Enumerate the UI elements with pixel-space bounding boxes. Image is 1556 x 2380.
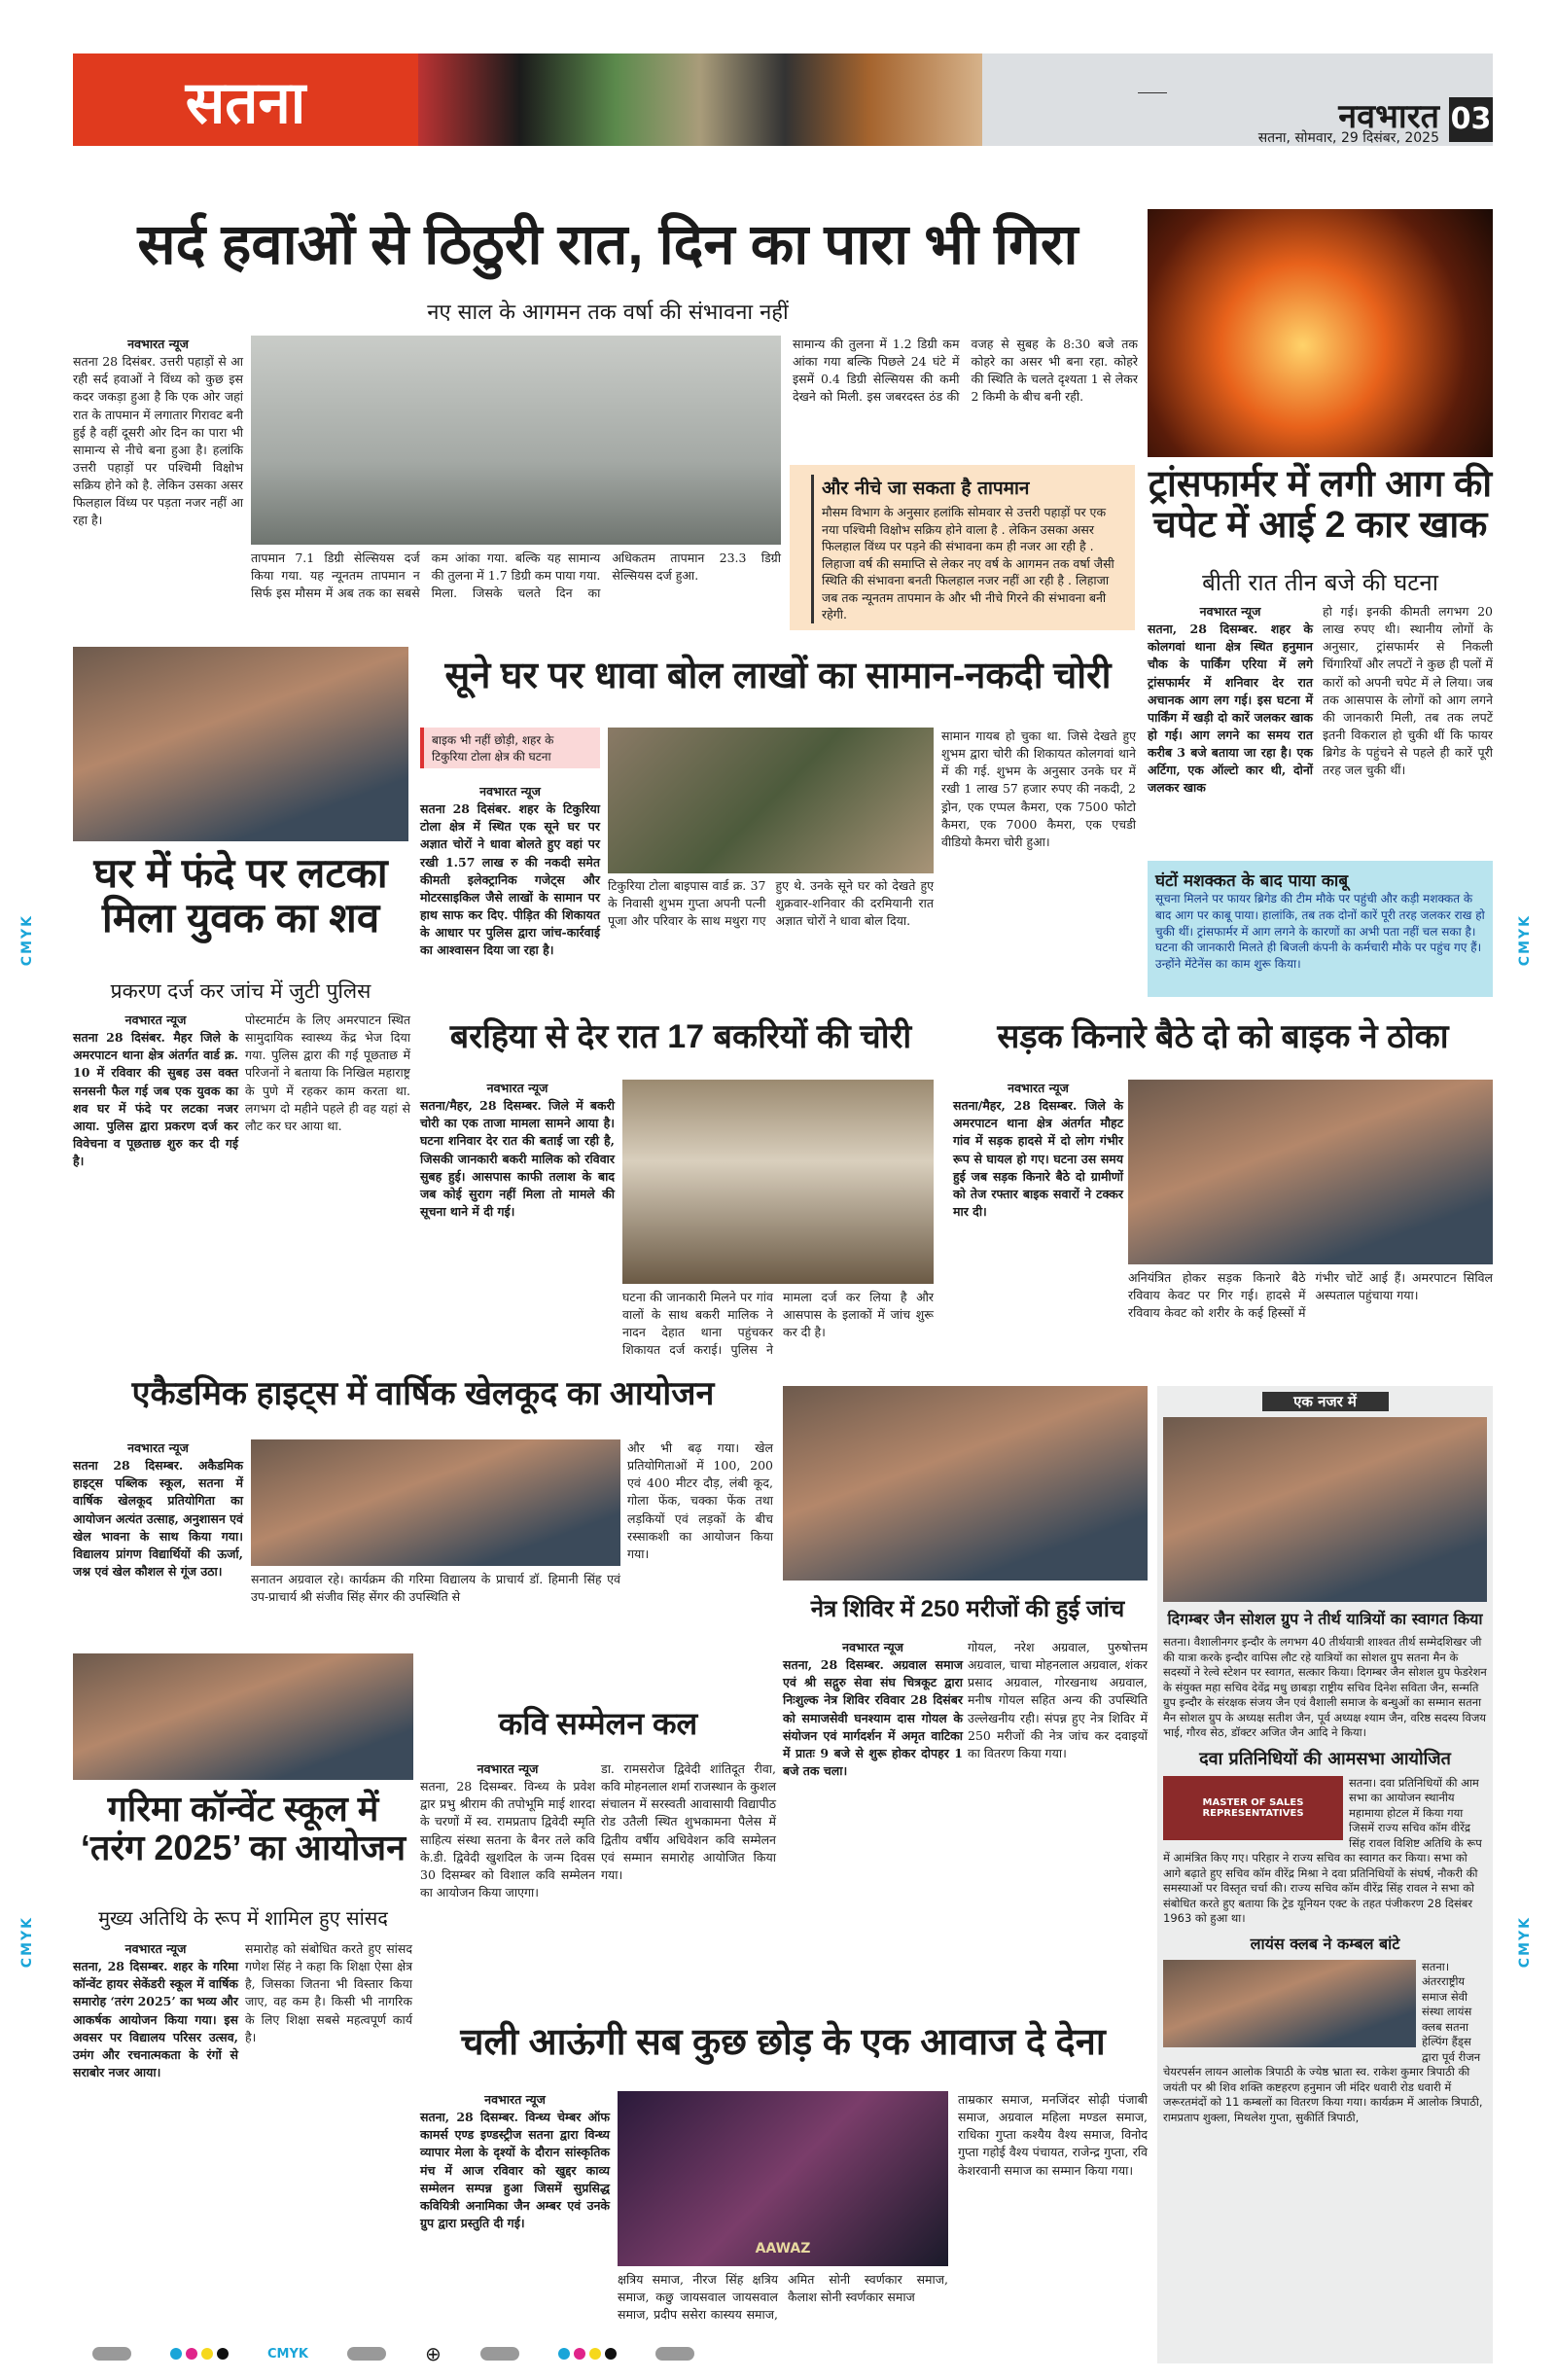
garima-dateline: नवभारत न्यूज: [124, 1941, 187, 1956]
eye-body-1: सतना, 28 दिसम्बर. अग्रवाल समाज एवं श्री सद्गुरु सेवा संघ चित्रकूट द्वारा निःशुल्क नेत्र शिविर रविवार 28 दिसंबर को समाजसेवी घनश्याम दास गोयल के संयोजन एवं मार्गदर्शन में अमृत वाटिका में प्रातः 9 बजे से शुरू होकर दोपहर 1 बजे तक चला।: [783, 1657, 963, 1778]
aawaz-body-2: क्षत्रिय समाज, नीरज सिंह क्षत्रिय समाज, कछु जायसवाल जायसवाल समाज, प्रदीप ससेरा कास्यय समाज, अमित सोनी स्वर्णकार समाज, कैलाश सोनी स्वर्णकार समाज: [618, 2272, 948, 2323]
lead-subheadline: नए साल के आगमन तक वर्षा की संभावना नहीं: [427, 301, 789, 325]
kavi-headline: कवि सम्मेलन कल: [498, 1706, 698, 1741]
glance-body-1: सतना। वैशालीनगर इन्दौर के लगभग 40 तीर्थयात्री शाश्वत तीर्थ सम्मेदशिखर जी की यात्रा करके इन्दौर वापिस लौट रहे यात्रियों का सोशल ग्रुप सतना मैन के सदस्यों ने रेल्वे स्टेशन पर स्वागत, सत्कार किया। दिगम्बर जैन सोशल ग्रुप फेडरेशन के संयुक्त महा सचिव देवेंद्र मधु छाबड़ा राष्ट्रीय सचिव दिनेश सविता जैन, सन्मति ग्रुप इन्दौर के संरक्षक संजय जैन एवं वैशाली समाज के बन्धुओं का सम्मान सतना मैन सोशल ग्रुप के अध्यक्ष सतीश जैन, पूर्व अध्यक्ष श्याम जैन, वरिष्ठ सदस्य विजय भाई, गौरव सेठ, डॉक्टर अजित जैन आदि ने किया।: [1163, 1635, 1487, 1740]
crop-mark: [1138, 92, 1167, 93]
goats-dateline: नवभारत न्यूज: [486, 1081, 548, 1095]
goats-body-2: घटना की जानकारी मिलने पर गांव वालों के साथ बकरी मालिक ने नादन देहात थाना पहुंचकर शिकायत दर्ज कराई। पुलिस ने मामला दर्ज कर लिया है और आसपास के इलाकों में जांच शुरू कर दी है।: [622, 1290, 934, 1358]
cmyk-mark-left: CMYK: [19, 914, 35, 967]
theft-body-2: टिकुरिया टोला बाइपास वार्ड क्र. 37 के निवासी शुभम गुप्ता अपनी पत्नी पूजा और परिवार के साथ मथुरा गए हुए थे. उनके सूने घर को देखते हुए शुक्रवार-शनिवार की दरमियानी रात अज्ञात चोरों ने धावा बोल दिया.: [608, 878, 934, 929]
fire-subheadline: बीती रात तीन बजे की घटना: [1202, 569, 1438, 596]
page-number: 03: [1449, 97, 1493, 142]
glance-headline-1: दिगम्बर जैन सोशल ग्रुप ने तीर्थ यात्रियों का स्वागत किया: [1167, 1610, 1483, 1628]
lead-headline: सर्द हवाओं से ठिठुरी रात, दिन का पारा भी गिरा: [137, 213, 1079, 276]
fire-headline: ट्रांसफार्मर में लगी आग की चपेट में आई 2 कार खाक: [1148, 464, 1493, 546]
sports-caption: सनातन अग्रवाल रहे। कार्यक्रम की गरिमा विद्यालय के प्राचार्य डॉ. हिमानी सिंह एवं उप-प्राचार्य श्री संजीव सिंह सेंगर की उपस्थिति से: [251, 1572, 620, 1605]
eye-body-2: गोयल, नरेश अग्रवाल, पुरुषोत्तम अग्रवाल, चाचा मोहनलाल अग्रवाल, शंकर प्रसाद अग्रवाल, गोरखनाथ अग्रवाल, मनीष गोयल सहित अन्य की उपस्थिति उल्लेखनीय रही। संपन्न हुए नेत्र शिविर में 250 मरीजों की नेत्र जांच कर दवाइयों का वितरण किया गया।: [968, 1640, 1148, 1760]
registration-swatch: [92, 2347, 131, 2361]
glance-headline-3: लायंस क्लब ने कम्बल बांटे: [1250, 1934, 1400, 1953]
hanging-headline: घर में फंदे पर लटका मिला युवक का शव: [93, 850, 388, 941]
newspaper-name: नवभारत: [1338, 97, 1439, 136]
fire-control-box: [1148, 861, 1493, 997]
theft-photo: [608, 728, 934, 873]
theft-callout: बाइक भी नहीं छोड़ी, शहर के टिकुरिया टोला क्षेत्र की घटना: [420, 728, 600, 768]
theft-body-3: सामान गायब हो चुका था. जिसे देखते हुए शुभम द्वारा चोरी की शिकायत कोलगवां थाने में की गई. शुभम के अनुसार उनके घर में रखी 1 लाख 57 हजार रुपए की नकदी, 2 ड्रोन, एक एप्पल कैमरा, एक 7500 फोटो कैमरा, एक 7000 कैमरा, एक एचडी वीडियो कैमरा चोरी हुआ।: [941, 728, 1136, 849]
aawaz-body-3: ताम्रकार समाज, मनजिंदर सोढ़ी पंजाबी समाज, अग्रवाल महिला मण्डल समाज, राधिका गुप्ता कश्यैय वैश्य समाज, विनोद गुप्ता गहोई वैश्य पंचायत, राजेन्द्र गुप्ता, रवि केशरवानी समाज का सम्मान किया गया।: [958, 2092, 1148, 2178]
fire-body-2: हो गई। इनकी कीमती लगभग 20 लाख रुपए थी। स्थानीय लोगों के अनुसार, ट्रांसफार्मर से निकली चिंगारियाँ और लपटों ने कुछ ही पलों में कारों को अपनी चपेट में ले लिया। जब तक आसपास के लोगों को आग लगने की जानकारी मिली, तब तक लपटें इतनी विकराल हो चुकी थीं कि फायर ब्रिगेड के पहुंचने से पहले ही कारें पूरी तरह जल चुकी थीं।: [1323, 604, 1493, 778]
bike-dateline: नवभारत न्यूज: [1008, 1081, 1069, 1095]
bike-body-2: अनियंत्रित होकर सड़क किनारे बैठे रविवाय केवट पर गिर गई। हादसे में रविवाय केवट को शरीर के कई हिस्सों में गंभीर चोटें आई हैं। अमरपाटन सिविल अस्पताल पहुंचाया गया।: [1128, 1270, 1493, 1321]
theft-body-1: सतना 28 दिसंबर. शहर के टिकुरिया टोला क्षेत्र में स्थित एक सूने घर पर अज्ञात चोरों ने धावा बोलते हुए वहां पर रखी 1.57 लाख रु की नकदी समेत कीमती इलेक्ट्रानिक गजेट्स और मोटरसाइकिल जैसे लाखों के सामान पर हाथ साफ कर दिए. पीड़ित की शिकायत के आधार पर पुलिस द्वारा जांच-कार्रवाई का आश्वासन दिया जा रहा है।: [420, 801, 600, 958]
fire-box-title: घंटों मशक्कत के बाद पाया काबू: [1155, 871, 1349, 891]
registration-bar: [73, 2339, 1493, 2368]
glance-body-3: सतना। अंतरराष्ट्रीय समाज सेवी संस्था लायंस क्लब सतना हेल्पिंग हैंड्स द्वारा पूर्व रीजन चेयरपर्सन लायन आलोक त्रिपाठी के ज्येष्ठ भ्राता स्व. राकेश कुमार त्रिपाठी की जयंती पर श्री शिव शक्ति कष्टहरण हनुमान जी मंदिर धवारी रोड धवारी में जरूरतमंदों को 11 कम्बलों का वितरण किया गया। कार्यक्रम में आलोक त्रिपाठी, रामप्रताप शुक्ला, मिथलेश गुप्ता, सुकीर्ति त्रिपाठी,: [1163, 1959, 1483, 2124]
accident-photo: [1128, 1080, 1493, 1264]
crowd-photo: [73, 647, 408, 841]
fire-body-1: सतना, 28 दिसम्बर. शहर के कोलगवां थाना क्षेत्र स्थित हनुमान चौक के पार्किंग एरिया में लगे ट्रांसफार्मर में शनिवार देर रात अचानक आग लग गई। इस घटना में पार्किंग में खड़ी दो कारें जलकर खाक हो गई। आग लगने का समय रात करीब 3 बजे बताया जा रहा है। एक अर्टिगा, एक ऑल्टो कार थी, दोनों जलकर खाक: [1148, 622, 1313, 796]
goats-photo: [622, 1080, 934, 1284]
eye-dateline: नवभारत न्यूज: [842, 1640, 903, 1654]
sports-photo: [251, 1439, 620, 1566]
goats-body-1: सतना/मैहर, 28 दिसम्बर. जिले में बकरी चोरी का एक ताजा मामला सामने आया है। घटना शनिवार देर रात की बताई जा रही है, जिसकी जानकारी बकरी मालिक को रविवार सुबह हुई। आसपास काफी तलाश के बाद जब कोई सुराग नहीं मिला तो मामले की सूचना थाने में दी गई।: [420, 1098, 615, 1219]
goats-headline: बरहिया से देर रात 17 बकरियों की चोरी: [449, 1018, 912, 1055]
lead-body-1: सतना 28 दिसंबर. उत्तरी पहाड़ों से आ रही सर्द हवाओं ने विंध्य को कुछ इस कदर जकड़ा हुआ है कि एक ओर जहां रात के तापमान में लगातार गिरावट बनी हुई है वहीं दूसरी ओर दिन का पारा भी सामान्य से नीचे बना हुआ है। हलांकि उत्तरी पहाड़ों पर पश्चिमी विक्षोभ सक्रिय होने को है. लेकिन उसका असर फिलहाल विंध्य पर पड़ता नजर नहीं आ रहा है।: [73, 354, 243, 528]
temperature-box-body: मौसम विभाग के अनुसार हलांकि सोमवार से उत्तरी पहाड़ों पर एक नया पश्चिमी विक्षोभ सक्रिय होने वाला है . लेकिन उसका असर फिलहाल विंध्य पर पड़ने की संभावना कम ही नजर आ रही है . लिहाजा वर्ष की समाप्ति से लेकर नए वर्ष के आगमन तक वर्षा जैसी स्थिति की संभावना बनती फिलहाल नजर नहीं आ रही है . लिहाजा जब तक न्यूनतम तापमान के और भी नीचे गिरने की संभावना बनी रहेगी.: [822, 505, 1114, 622]
cmyk-mark-right-lower: CMYK: [1517, 1916, 1533, 1969]
hanging-body-1: सतना 28 दिसंबर. मैहर जिले के अमरपाटन थाना क्षेत्र अंतर्गत वार्ड क्र. 10 में रविवार की सुबह उस वक्त सनसनी फैल गई जब एक युवक का शव घर में फंदे पर लटका नजर आया. पुलिस द्वारा प्रकरण दर्ज कर विवेचना व पूछताछ शुरु कर दी गई है।: [73, 1030, 238, 1168]
garima-body-1: सतना, 28 दिसम्बर. शहर के गरिमा कॉन्वेंट हायर सेकेंडरी स्कूल में वार्षिक समारोह ‘तरंग 2025’ का भव्य और आकर्षक आयोजन किया गया। इस अवसर पर विद्यालय परिसर उत्सव, उमंग और रचनात्मकता के रंगों से सराबोर नजर आया।: [73, 1959, 238, 2079]
hanging-body-2: पोस्टमार्टम के लिए अमरपाटन स्थित सामुदायिक स्वास्थ्य केंद्र भेज दिया गया. पुलिस द्वारा की गई पूछताछ में परिजनों ने बताया कि निखिल महाराष्ट्र के पुणे में रहकर काम करता था. लगभग दो महीने पहले ही वह यहां से लौट कर घर आया था.: [245, 1012, 410, 1133]
edition-date: सतना, सोमवार, 29 दिसंबर, 2025: [1257, 130, 1439, 146]
garima-headline: गरिमा कॉन्वेंट स्कूल में ‘तरंग 2025’ का आयोजन: [80, 1789, 407, 1867]
cmyk-mark-right: CMYK: [1517, 914, 1533, 967]
kavi-body-2: डा. रामसरोज द्विवेदी शांतिदूत रीवा, कवि मोहनलाल शर्मा राजस्थान के कुशल संचालन में सरस्वती आवासायी विद्यापीठ रोड उतैली स्थित शुभकामना पैलेस में द्वितीय वर्षीय अधिवेशन कवि सम्मेलन एवं सम्मान समारोह आयोजित किया गया।: [601, 1761, 776, 1882]
lead-dateline: नवभारत न्यूज: [127, 337, 189, 351]
theft-headline: सूने घर पर धावा बोल लाखों का सामान-नकदी चोरी: [444, 656, 1112, 696]
glance-body-2: सतना। दवा प्रतिनिधियों की आम सभा का आयोजन स्थानीय महामाया होटल में किया गया जिसमें राज्य सचिव कॉम वीरेंद्र सिंह रावल विशिष्ट अतिथि के रूप में आमंत्रित किए गए। परिहार ने राज्य सचिव का स्वागत कर किया। सभा को आगे बढ़ाते हुए सचिव कॉम वीरेंद्र मिश्रा ने दवा प्रतिनिधियों के संघर्ष, नौकरी की समस्याओं पर विस्तृत चर्चा की। राज्य सचिव कॉम वीरेंद्र सिंह रावल ने सभा को संबोधित करते हुए बताया कि ट्रेड यूनियन एक्ट के तहत पंजीकरण 28 दिसंबर 1963 को हुआ था।: [1163, 1775, 1482, 1926]
eye-camp-headline: नेत्र शिविर में 250 मरीजों की हुई जांच: [810, 1596, 1125, 1622]
eye-camp-photo: [783, 1386, 1148, 1581]
sports-body-1: सतना 28 दिसम्बर. अकैडमिक हाइट्स पब्लिक स्कूल, सतना में वार्षिक खेलकूद प्रतियोगिता का आयोजन अत्यंत उत्साह, अनुशासन एवं खेल भावना के साथ किया गया। विद्यालय प्रांगण विद्यार्थियों की ऊर्जा, जश्न एवं खेल कौशल से गूंज उठा।: [73, 1458, 244, 1579]
bike-body-1: सतना/मैहर, 28 दिसम्बर. जिले के अमरपाटन थाना क्षेत्र अंतर्गत मौहट गांव में सड़क हादसे में दो लोग गंभीर रूप से घायल हो गए। घटना उस समय हुई जब सड़क किनारे बैठे दो ग्रामीणों को तेज रफ्तार बाइक सवारों ने टक्कर मार दी।: [953, 1098, 1123, 1219]
bike-headline: सड़क किनारे बैठे दो को बाइक ने ठोका: [997, 1018, 1449, 1055]
kavi-body-1: सतना, 28 दिसम्बर. विन्ध्य के प्रवेश द्वार प्रभु श्रीराम की तपोभूमि माई शारदा के चरणों में स्व. रामप्रताप द्विवेदी स्मृति साहित्य संस्था सतना के बैनर तले कवि के.डी. द्विवेदी खुशदिल के जन्म दिवस 30 दिसम्बर को विशाल कवि सम्मेलन का आयोजन किया जाएगा।: [420, 1779, 595, 1900]
registration-swatch: [480, 2347, 519, 2361]
section-logo: सतना: [73, 53, 418, 146]
cmyk-mark-bottom: CMYK: [267, 2346, 308, 2362]
fog-photo: [251, 336, 781, 545]
at-a-glance-panel: [1157, 1386, 1493, 2363]
sports-dateline: नवभारत न्यूज: [127, 1440, 189, 1455]
jain-group-photo: [1163, 1417, 1487, 1602]
registration-swatch: [347, 2347, 386, 2361]
aawaz-photo: AAWAZ: [618, 2091, 948, 2266]
blanket-distribution-photo: [1163, 1960, 1416, 2047]
cmyk-mark-left-lower: CMYK: [19, 1916, 35, 1969]
lead-body-2: तापमान 7.1 डिग्री सेल्सियस दर्ज किया गया. यह न्यूनतम तापमान न सिर्फ इस मौसम में अब तक का सबसे कम आंका गया. बल्कि यह सामान्य की तुलना में 1.7 डिग्री कम पाया गया. मिला. जिसके चलते दिन का अधिकतम तापमान 23.3 डिग्री सेल्सियस दर्ज हुआ.: [251, 551, 781, 601]
aawaz-headline: चली आऊंगी सब कुछ छोड़ के एक आवाज दे देना: [460, 2022, 1106, 2063]
temperature-box-title: और नीचे जा सकता है तापमान: [822, 478, 1030, 499]
registration-target-icon: ⊕: [424, 2342, 442, 2365]
color-swatches: [170, 2348, 229, 2360]
sports-headline: एकैडमिक हाइट्स में वार्षिक खेलकूद का आयोजन: [131, 1375, 715, 1412]
fire-dateline: नवभारत न्यूज: [1199, 604, 1261, 619]
garima-subheadline: मुख्य अतिथि के रूप में शामिल हुए सांसद: [98, 1906, 388, 1930]
garima-body-2: समारोह को संबोधित करते हुए सांसद गणेश सिंह ने कहा कि शिक्षा ऐसा क्षेत्र है, जिसका जितना भी विस्तार किया जाए, वह कम है। किसी भी नागरिक के लिए शिक्षा सबसे महत्वपूर्ण कार्य है।: [245, 1941, 412, 2044]
aawaz-dateline: नवभारत न्यूज: [484, 2092, 546, 2107]
glance-headline-2: दवा प्रतिनिधियों की आमसभा आयोजित: [1199, 1748, 1451, 1769]
garima-photo: [73, 1653, 413, 1780]
car-fire-photo: [1148, 209, 1493, 457]
fire-box-body: सूचना मिलने पर फायर ब्रिगेड की टीम मौके पर पहुंची और कड़ी मशक्कत के बाद आग पर काबू पाया। हालांकि, तब तक दोनों कारें पूरी तरह जलकर राख हो चुकी थीं। ट्रांसफार्मर में आग लगने के कारणों का अभी पता नहीं चल सका है। घटना की जानकारी मिलते ही बिजली कंपनी के कर्मचारी मौके पर पहुंच गए हैं। उन्होंने मेंटेनेंस का काम शुरू किया।: [1155, 892, 1485, 972]
registration-swatch: [655, 2347, 694, 2361]
color-swatches: [558, 2348, 617, 2360]
lead-body-3: सामान्य की तुलना में 1.2 डिग्री कम आंका गया बल्कि पिछले 24 घंटे में इसमें 0.4 डिग्री सेल्सियस की कमी देखने को मिली. इस जबरदस्त ठंड की वजह से सुबह के 8:30 बजे तक कोहरे का असर भी बना रहा. कोहरे की स्थिति के चलते दृश्यता 1 से लेकर 2 किमी के बीच बनी रही.: [793, 337, 1138, 405]
medical-reps-banner-photo: MASTER OF SALES REPRESENTATIVES: [1163, 1776, 1343, 1840]
temperature-box: [790, 465, 1135, 630]
hanging-subheadline: प्रकरण दर्ज कर जांच में जुटी पुलिस: [110, 979, 371, 1003]
aawaz-body-1: सतना, 28 दिसम्बर. विन्ध्य चेम्बर ऑफ कामर्स एण्ड इण्डस्ट्रीज सतना द्वारा विन्ध्य व्यापार मेला के दृश्यों के दौरान सांस्कृतिक मंच में आज रविवार को खुद्दर काव्य सम्मेलन सम्पन्न हुआ जिसमें सुप्रसिद्ध कवियित्री अनामिका जैन अम्बर एवं उनके ग्रुप द्वारा प्रस्तुति दी गई।: [420, 2110, 610, 2230]
kavi-dateline: नवभारत न्यूज: [477, 1761, 539, 1776]
theft-dateline: नवभारत न्यूज: [479, 784, 541, 799]
masthead-photo-strip: [418, 53, 982, 146]
hanging-dateline: नवभारत न्यूज: [124, 1012, 187, 1027]
at-a-glance-label: एक नजर में: [1262, 1392, 1389, 1411]
sports-body-2: और भी बढ़ गया। खेल प्रतियोगिताओं में 100, 200 एवं 400 मीटर दौड़, लंबी कूद, गोला फेंक, चक्का फेंक तथा लड़कियों एवं लड़कों के बीच रस्साकशी का आयोजन किया गया।: [627, 1440, 773, 1561]
